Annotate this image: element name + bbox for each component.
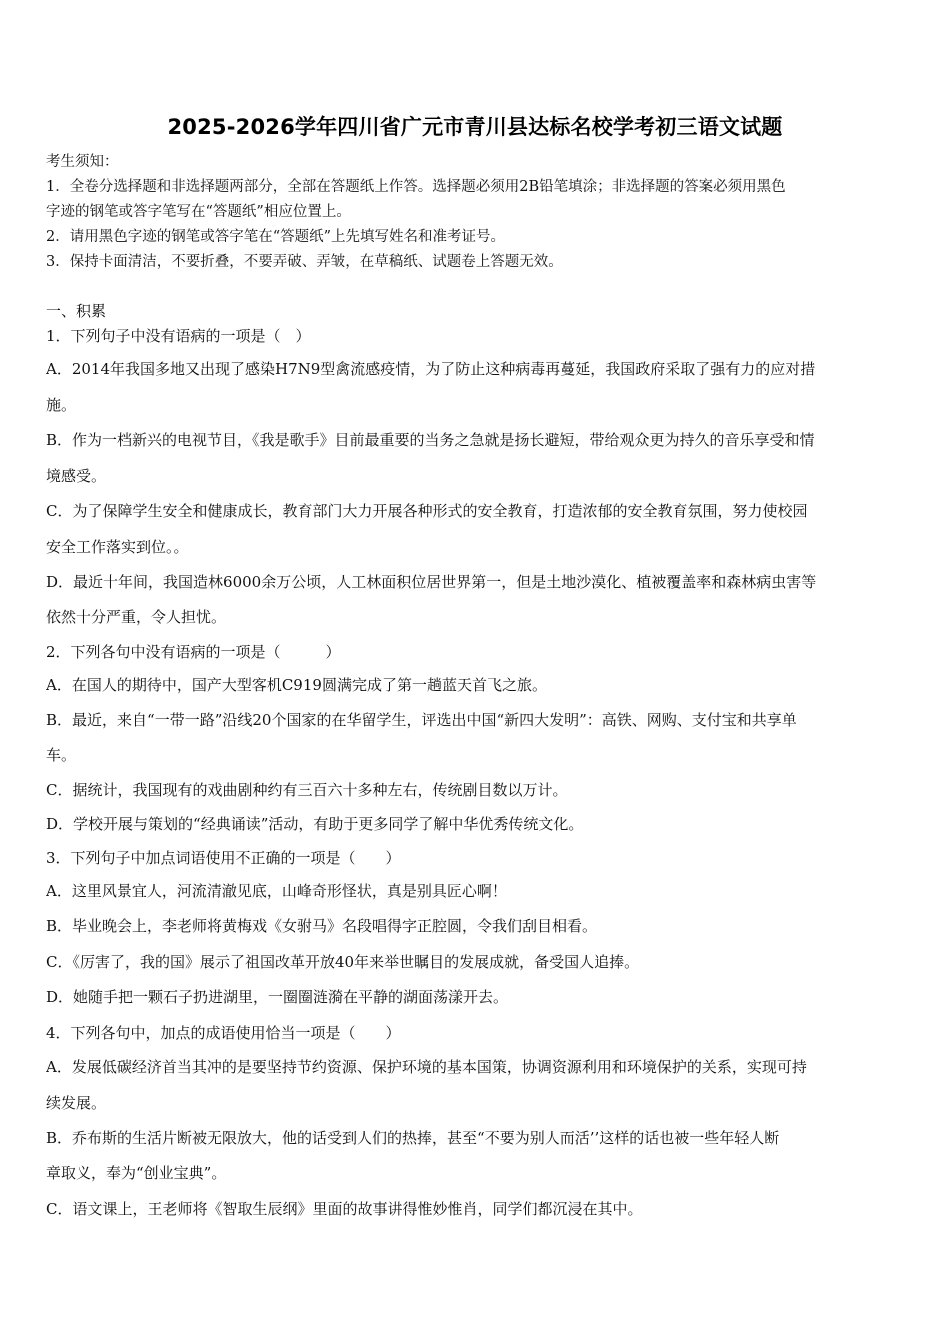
notice-heading: 考生须知： [46,154,119,170]
q4-option-b: B．乔布斯的生活片断被无限放大，他的话受到人们的热捧，甚至“不要为别人而活’’这样的话也被一些年轻人断 [46,1129,780,1147]
q2-option-c: C．据统计，我国现有的戏曲剧种约有三百六十多种左右，传统剧目数以万计。 [46,781,568,799]
q1-option-a-cont: 施。 [46,396,77,414]
q1-option-c-cont: 安全工作落实到位。。 [46,538,189,556]
notice-item: 2．请用黑色字迹的钢笔或答字笔在“答题纸”上先填写姓名和准考证号。 [46,229,506,245]
q4-option-b-cont: 章取义，奉为“创业宝典”。 [46,1164,227,1182]
q4-option-c: C．语文课上，王老师将《智取生辰纲》里面的故事讲得惟妙惟肖，同学们都沉浸在其中。 [46,1200,643,1218]
q4-option-a-cont: 续发展。 [46,1094,107,1112]
q3-option-d: D．她随手把一颗石子扔进湖里，一圈圈涟漪在平静的湖面荡漾开去。 [46,988,509,1006]
q4-option-a: A．发展低碳经济首当其冲的是要坚持节约资源、保护环境的基本国策，协调资源利用和环境保护的关系，实现可持 [46,1058,807,1076]
q3-option-b: B．毕业晚会上，李老师将黄梅戏《女驸马》名段唱得字正腔圆，令我们刮目相看。 [46,917,598,935]
q2-option-b-cont: 车。 [46,746,77,764]
notice-item: 3．保持卡面清洁，不要折叠，不要弄破、弄皱，在草稿纸、试题卷上答题无效。 [46,254,563,270]
q2-option-d: D．学校开展与策划的“经典诵读”活动，有助于更多同学了解中华优秀传统文化。 [46,815,584,833]
question-3-stem: 3．下列句子中加点词语使用不正确的一项是（ ） [46,849,401,867]
question-1-stem: 1．下列句子中没有语病的一项是（ ） [46,327,311,345]
question-2-stem: 2．下列各句中没有语病的一项是（ ） [46,643,341,661]
q3-option-c: C．《厉害了，我的国》展示了祖国改革开放40年来举世瞩目的发展成就，备受国人追捧。 [46,953,640,971]
notice-item: 1．全卷分选择题和非选择题两部分，全部在答题纸上作答。选择题必须用2B铅笔填涂；非选择题的答案必须用黑色 [46,179,786,195]
q3-option-a: A．这里风景宜人，河流清澈见底，山峰奇形怪状，真是别具匠心啊！ [46,882,507,900]
q1-option-b-cont: 境感受。 [46,467,107,485]
q1-option-d-cont: 依然十分严重，令人担忧。 [46,608,227,626]
q2-option-b: B．最近，来自“一带一路”沿线20个国家的在华留学生，评选出中国“新四大发明”：高铁、网购、支付宝和共享单 [46,711,797,729]
question-4-stem: 4．下列各句中，加点的成语使用恰当一项是（ ） [46,1024,401,1042]
section-heading: 一、积累 [46,302,107,320]
q1-option-b: B．作为一档新兴的电视节目，《我是歌手》目前最重要的当务之急就是扬长避短，带给观众更为持久的音乐享受和情 [46,431,815,449]
q2-option-a: A．在国人的期待中，国产大型客机C919圆满完成了第一趟蓝天首飞之旅。 [46,676,547,694]
q1-option-d: D．最近十年间，我国造林6000余万公顷，人工林面积位居世界第一，但是土地沙漠化、植被覆盖率和森林病虫害等 [46,573,817,591]
q1-option-a: A．2014年我国多地又出现了感染H7N9型禽流感疫情，为了防止这种病毒再蔓延，我国政府采取了强有力的应对措 [46,360,816,378]
page-title: 2025-2026学年四川省广元市青川县达标名校学考初三语文试题 [167,115,783,139]
notice-item: 字迹的钢笔或答字笔写在“答题纸”相应位置上。 [46,204,351,220]
q1-option-c: C．为了保障学生安全和健康成长，教育部门大力开展各种形式的安全教育，打造浓郁的安全教育氛围，努力使校园 [46,502,808,520]
